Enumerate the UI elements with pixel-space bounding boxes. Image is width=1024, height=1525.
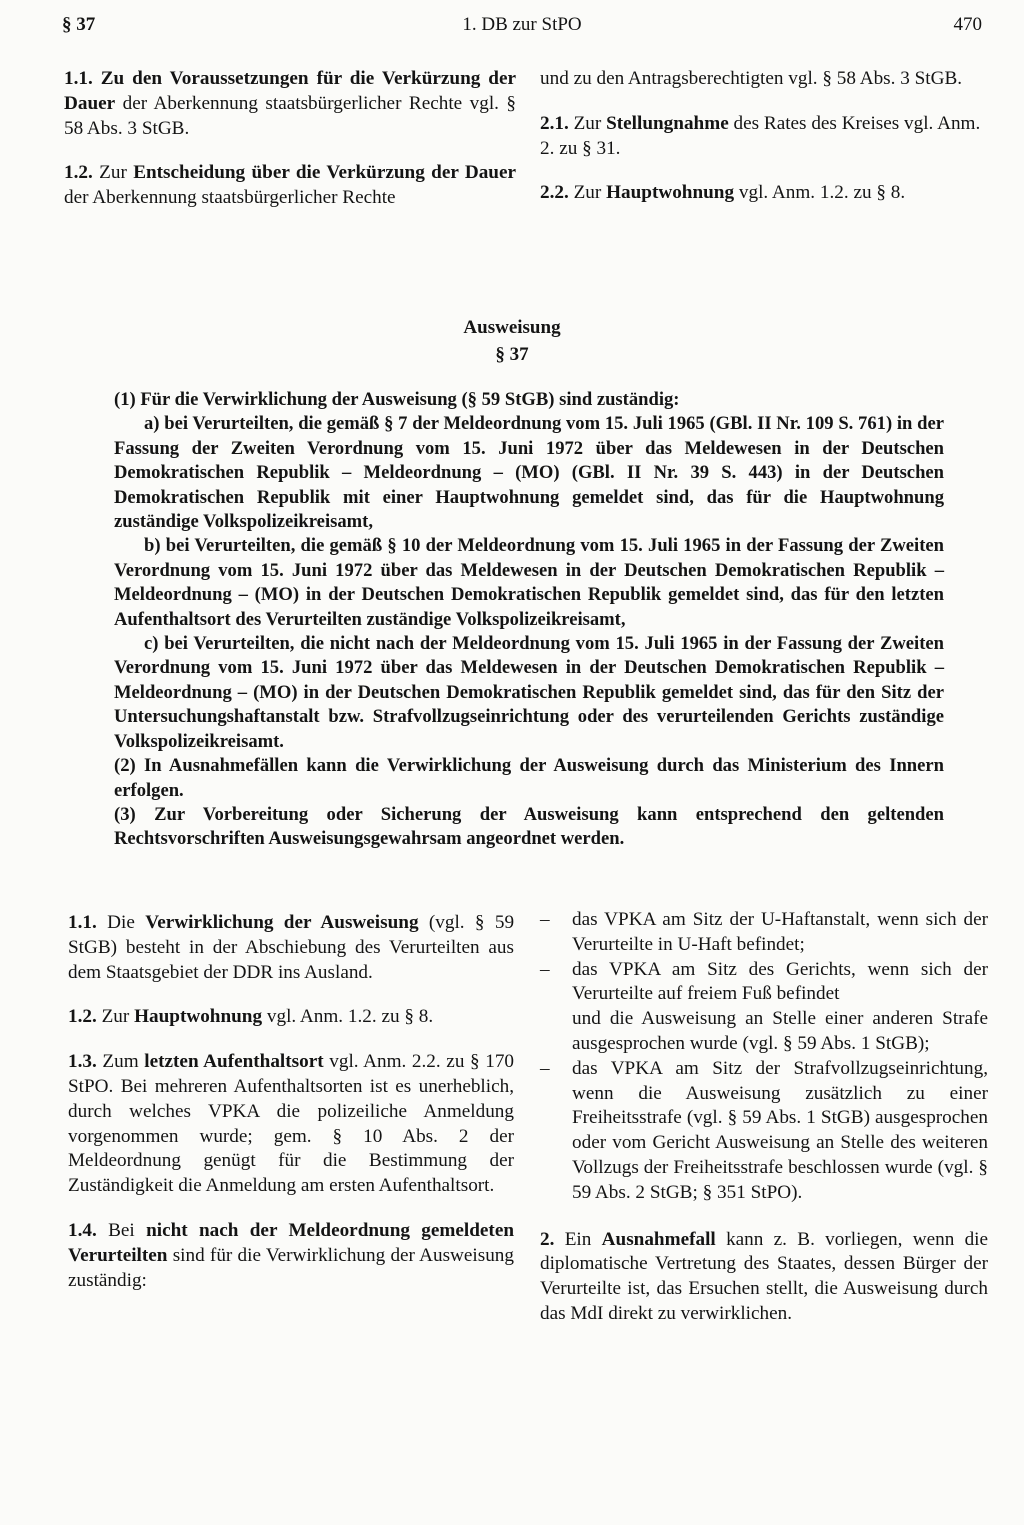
header-section: § 37 [62, 14, 96, 35]
annotation-b-1-1: 1.1. Die Verwirklichung der Ausweisung (vgl. § 59 StGB) besteht in der Abschiebung des Verurteilten aus dem Staatsgebiet der DDR ins Ausland. [68, 912, 515, 983]
header-title: 1. DB zur StPO [462, 14, 582, 35]
annotations-top-right [540, 67, 986, 226]
annotation-2-2: 2.2. Zur Hauptwohnung vgl. Anm. 1.2. zu § 8. [540, 182, 906, 204]
statute-item-a: a) bei Verurteilten, die gemäß § 7 der Meldeordnung vom 15. Juli 1965 (GBl. II Nr. 109 S. 761) in der Fassung der Zweiten Verordnung vom 15. Juni 1972 über das Meldewesen in der Deutschen Demokratischen Republik – Meldeordnung – (MO) (GBl. II Nr. 39 S. 443) in der Deutschen Demokratischen Republik mit einer Hauptwohnung gemeldet sind, das für die Hauptwohnung zuständige Volkspolizeikreisamt, [114, 413, 944, 533]
dash-marker: – [540, 909, 550, 930]
annotations-bottom-left [68, 911, 514, 1313]
annotation-1-2: 1.2. Zur Entscheidung über die Verkürzung der Dauer der Aberkennung staatsbürgerlicher Rechte [64, 162, 517, 209]
section-number: § 37 [495, 344, 529, 365]
statute-paragraph-1: (1) Für die Verwirklichung der Ausweisung (§ 59 StGB) sind zuständig: [114, 389, 680, 410]
annotation-continuation: und zu den Antragsberechtigten vgl. § 58 Abs. 3 StGB. [540, 68, 963, 89]
annotations-top-left [64, 67, 516, 231]
running-header [62, 14, 982, 44]
dash-item-2: – das VPKA am Sitz des Gerichts, wenn sich der Verurteilte auf freiem Fuß befindet [540, 958, 988, 1005]
dash-marker: – [540, 1057, 550, 1079]
dash-item-3: – das VPKA am Sitz der Strafvollzugseinrichtung, wenn die Ausweisung zusätzlich zu einer Freiheitsstrafe (vgl. § 59 Abs. 1 StGB) ausgesprochen oder vom Gericht Ausweisung an Stelle des weiteren Vollzugs der Freiheitsstrafe beschlossen wurde (vgl. § 59 Abs. 2 StGB; § 351 StPO). [540, 1057, 988, 1203]
page-number: 470 [953, 14, 982, 35]
dash-marker: – [540, 958, 550, 980]
dash-item-2-continuation: und die Ausweisung an Stelle einer anderen Strafe ausgesprochen wurde (vgl. § 59 Abs. 1 StGB); [572, 1008, 988, 1054]
statute-paragraph-2: (2) In Ausnahmefällen kann die Verwirklichung der Ausweisung durch das Ministerium des Innern erfolgen. [114, 755, 944, 801]
annotation-b-1-3: 1.3. Zum letzten Aufenthaltsort vgl. Anm. 2.2. zu § 170 StPO. Bei mehreren Aufenthaltsorten ist es unerheblich, durch welches VPKA die polizeiliche Anmeldung vorgenommen wurde; gem. § 10 Abs. 2 der Meldeordnung genügt für die Bestimmung der Zuständigkeit die Anmeldung am ersten Aufenthaltsort. [68, 1051, 515, 1197]
annotation-b-2: 2. Ein Ausnahmefall kann z. B. vorliegen, wenn die diplomatische Vertretung des Staates, dessen Bürger der Verurteilte ist, das Ersuchen stellt, die Ausweisung durch das MdI direkt zu verwirklichen. [540, 1228, 989, 1324]
section-title: Ausweisung [463, 317, 561, 338]
annotation-b-1-4: 1.4. Bei nicht nach der Meldeordnung gemeldeten Verurteilten sind für die Verwirklichung der Ausweisung zuständig: [68, 1219, 515, 1291]
annotation-1-1: 1.1. Zu den Voraussetzungen für die Verkürzung der Dauer der Aberkennung staatsbürgerlicher Rechte vgl. § 58 Abs. 3 StGB. [64, 68, 517, 139]
dash-item-1: – das VPKA am Sitz der U-Haftanstalt, wenn sich der Verurteilte in U-Haft befindet; [540, 909, 988, 955]
statute-paragraph-3: (3) Zur Vorbereitung oder Sicherung der Ausweisung kann entsprechend den geltenden Rechtsvorschriften Ausweisungsgewahrsam angeordnet werden. [114, 803, 944, 850]
annotations-bottom-right [540, 908, 988, 1327]
statute-text [114, 388, 944, 852]
annotation-b-1-2: 1.2. Zur Hauptwohnung vgl. Anm. 1.2. zu § 8. [68, 1006, 434, 1028]
statute-item-c: c) bei Verurteilten, die nicht nach der Meldeordnung vom 15. Juli 1965 in der Fassung der Zweiten Verordnung vom 15. Juni 1972 über das Meldewesen in der Deutschen Demokratischen Republik – Meldeordnung – (MO) in der Deutschen Demokratischen Republik gemeldet sind, das für den Sitz der Untersuchungshaftanstalt bzw. Strafvollzugseinrichtung oder des verurteilenden Gerichts zuständige Volkspolizeikreisamt. [114, 633, 944, 752]
statute-item-b: b) bei Verurteilten, die gemäß § 10 der Meldeordnung vom 15. Juli 1965 in der Fassung der Zweiten Verordnung vom 15. Juni 1972 über das Meldewesen in der Deutschen Demokratischen Republik – Meldeordnung – (MO) in der Deutschen Demokratischen Republik gemeldet sind, das für den letzten Aufenthaltsort des Verurteilten zuständige Volkspolizeikreisamt, [114, 535, 944, 630]
annotation-2-1: 2.1. Zur Stellungnahme des Rates des Kreises vgl. Anm. 2. zu § 31. [540, 112, 981, 159]
